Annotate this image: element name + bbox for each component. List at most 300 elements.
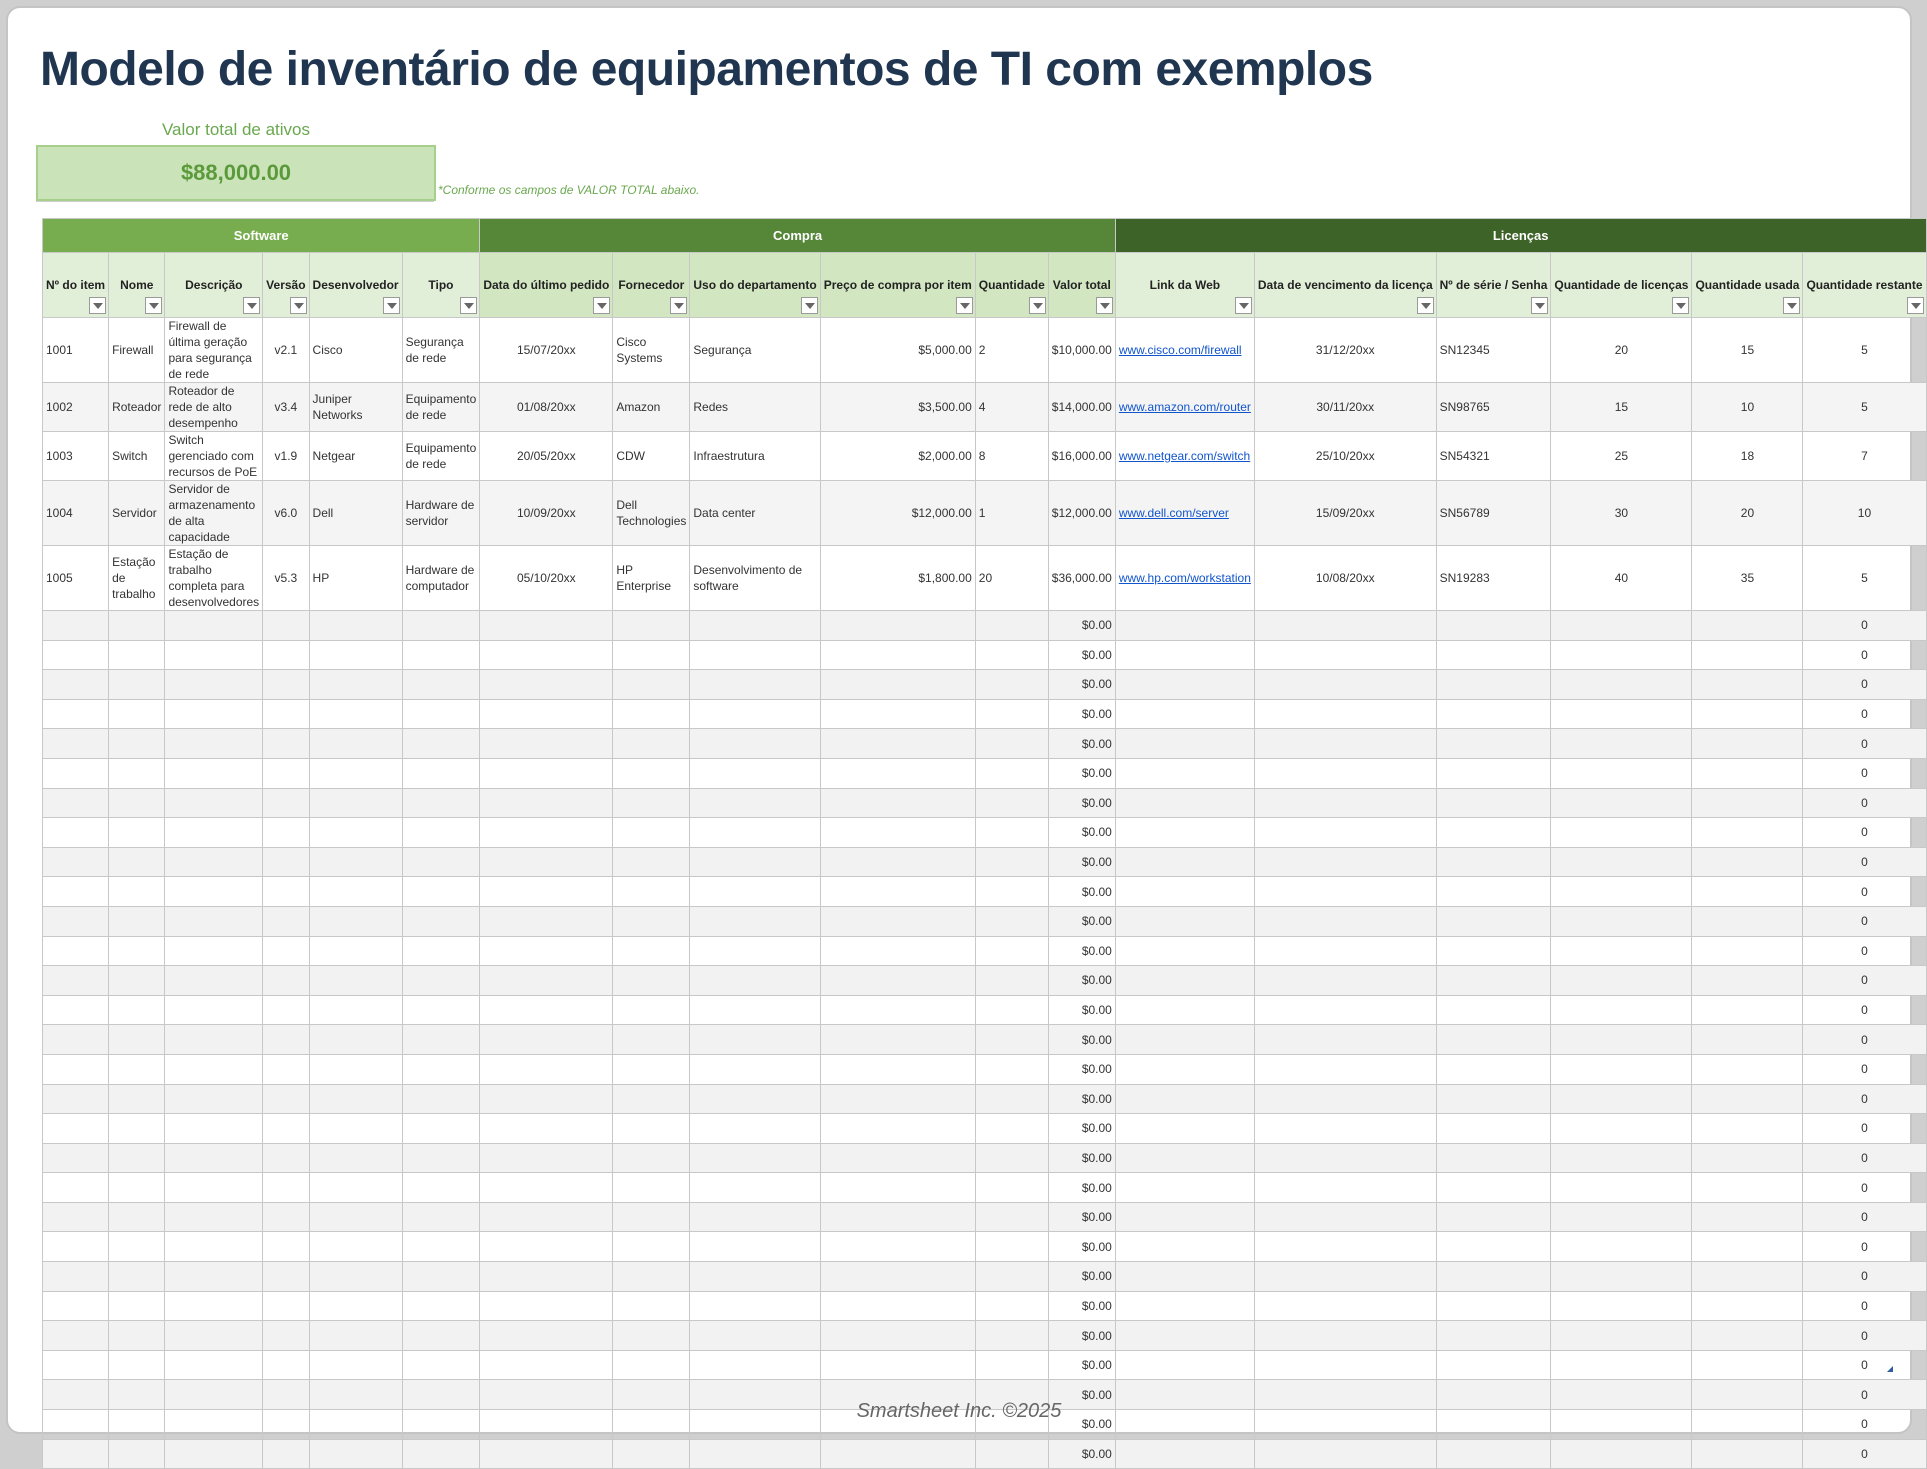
cell-quantidade[interactable] [975, 847, 1048, 877]
cell-versao[interactable] [263, 1202, 309, 1232]
cell-qtd-restante[interactable]: 0 [1803, 670, 1926, 700]
cell-qtd-restante[interactable]: 10 [1803, 481, 1926, 546]
cell-nome[interactable] [109, 699, 165, 729]
cell-vencimento[interactable]: 30/11/20xx [1254, 383, 1436, 432]
filter-dropdown-icon[interactable] [89, 297, 106, 314]
cell-serie[interactable] [1436, 758, 1551, 788]
cell-tipo[interactable] [402, 1143, 480, 1173]
cell-serie[interactable] [1436, 936, 1551, 966]
cell-nome[interactable] [109, 1143, 165, 1173]
cell-qtd-usada[interactable] [1692, 611, 1803, 641]
cell-nome[interactable] [109, 1321, 165, 1351]
cell-descricao[interactable] [165, 1262, 263, 1292]
cell-nome[interactable] [109, 1025, 165, 1055]
cell-fornecedor[interactable]: HP Enterprise [613, 546, 690, 611]
cell-fornecedor[interactable] [613, 906, 690, 936]
cell-descricao[interactable] [165, 1143, 263, 1173]
cell-data-pedido[interactable] [480, 1025, 613, 1055]
cell-desenvolvedor[interactable] [309, 1291, 402, 1321]
cell-link[interactable] [1115, 818, 1254, 848]
cell-descricao[interactable] [165, 966, 263, 996]
cell-item-no[interactable] [43, 936, 109, 966]
cell-serie[interactable]: SN19283 [1436, 546, 1551, 611]
cell-nome[interactable]: Firewall [109, 318, 165, 383]
cell-nome[interactable]: Roteador [109, 383, 165, 432]
cell-qtd-licencas[interactable] [1551, 906, 1692, 936]
cell-versao[interactable] [263, 1025, 309, 1055]
cell-tipo[interactable] [402, 1262, 480, 1292]
web-link[interactable]: www.cisco.com/firewall [1118, 343, 1242, 357]
cell-fornecedor[interactable] [613, 699, 690, 729]
cell-qtd-restante[interactable]: 0 [1803, 906, 1926, 936]
cell-preco[interactable] [820, 1084, 975, 1114]
cell-item-no[interactable] [43, 847, 109, 877]
cell-tipo[interactable] [402, 936, 480, 966]
cell-link[interactable] [1115, 318, 1254, 383]
cell-tipo[interactable]: Equipamento de rede [402, 383, 480, 432]
cell-serie[interactable]: SN54321 [1436, 432, 1551, 481]
cell-valor-total[interactable]: $0.00 [1048, 966, 1115, 996]
cell-item-no[interactable] [43, 1202, 109, 1232]
cell-versao[interactable] [263, 1321, 309, 1351]
filter-dropdown-icon[interactable] [290, 297, 307, 314]
cell-versao[interactable] [263, 1143, 309, 1173]
cell-preco[interactable] [820, 1025, 975, 1055]
cell-link[interactable] [1115, 699, 1254, 729]
cell-preco[interactable] [820, 966, 975, 996]
cell-vencimento[interactable] [1254, 1291, 1436, 1321]
cell-serie[interactable] [1436, 640, 1551, 670]
cell-preco[interactable] [820, 1232, 975, 1262]
cell-serie[interactable] [1436, 818, 1551, 848]
cell-serie[interactable]: SN56789 [1436, 481, 1551, 546]
cell-qtd-licencas[interactable] [1551, 1232, 1692, 1262]
cell-data-pedido[interactable] [480, 1054, 613, 1084]
cell-valor-total[interactable]: $0.00 [1048, 1410, 1115, 1440]
cell-qtd-restante[interactable]: 0 [1803, 818, 1926, 848]
cell-qtd-licencas[interactable] [1551, 1202, 1692, 1232]
cell-data-pedido[interactable] [480, 1202, 613, 1232]
cell-desenvolvedor[interactable] [309, 906, 402, 936]
cell-preco[interactable] [820, 906, 975, 936]
cell-desenvolvedor[interactable]: Dell [309, 481, 402, 546]
cell-qtd-licencas[interactable] [1551, 1262, 1692, 1292]
cell-quantidade[interactable] [975, 818, 1048, 848]
cell-qtd-restante[interactable]: 0 [1803, 1202, 1926, 1232]
cell-nome[interactable] [109, 995, 165, 1025]
cell-preco[interactable] [820, 699, 975, 729]
cell-desenvolvedor[interactable]: HP [309, 546, 402, 611]
cell-qtd-licencas[interactable]: 15 [1551, 383, 1692, 432]
cell-data-pedido[interactable] [480, 1321, 613, 1351]
cell-preco[interactable] [820, 936, 975, 966]
cell-link[interactable] [1115, 670, 1254, 700]
cell-qtd-licencas[interactable] [1551, 1350, 1692, 1380]
cell-vencimento[interactable]: 10/08/20xx [1254, 546, 1436, 611]
cell-desenvolvedor[interactable] [309, 1173, 402, 1203]
cell-descricao[interactable] [165, 818, 263, 848]
cell-qtd-usada[interactable] [1692, 1025, 1803, 1055]
cell-qtd-usada[interactable] [1692, 877, 1803, 907]
cell-serie[interactable] [1436, 966, 1551, 996]
cell-tipo[interactable] [402, 1025, 480, 1055]
cell-valor-total[interactable]: $0.00 [1048, 1262, 1115, 1292]
filter-dropdown-icon[interactable] [1672, 297, 1689, 314]
cell-link[interactable] [1115, 788, 1254, 818]
cell-descricao[interactable] [165, 611, 263, 641]
cell-qtd-restante[interactable]: 0 [1803, 1291, 1926, 1321]
cell-data-pedido[interactable] [480, 906, 613, 936]
cell-qtd-usada[interactable] [1692, 788, 1803, 818]
cell-preco[interactable] [820, 1054, 975, 1084]
cell-valor-total[interactable]: $0.00 [1048, 1291, 1115, 1321]
filter-dropdown-icon[interactable] [1029, 297, 1046, 314]
cell-item-no[interactable] [43, 906, 109, 936]
cell-link[interactable] [1115, 1025, 1254, 1055]
cell-desenvolvedor[interactable] [309, 1321, 402, 1351]
cell-valor-total[interactable]: $0.00 [1048, 877, 1115, 907]
cell-desenvolvedor[interactable]: Cisco [309, 318, 402, 383]
cell-nome[interactable] [109, 1262, 165, 1292]
cell-desenvolvedor[interactable] [309, 966, 402, 996]
cell-tipo[interactable]: Hardware de servidor [402, 481, 480, 546]
cell-serie[interactable] [1436, 1054, 1551, 1084]
filter-dropdown-icon[interactable] [1531, 297, 1548, 314]
cell-descricao[interactable] [165, 1084, 263, 1114]
cell-quantidade[interactable] [975, 936, 1048, 966]
cell-qtd-usada[interactable] [1692, 640, 1803, 670]
cell-tipo[interactable] [402, 758, 480, 788]
cell-valor-total[interactable]: $0.00 [1048, 1439, 1115, 1469]
cell-tipo[interactable] [402, 995, 480, 1025]
cell-qtd-usada[interactable] [1692, 1173, 1803, 1203]
filter-dropdown-icon[interactable] [145, 297, 162, 314]
cell-tipo[interactable] [402, 1291, 480, 1321]
cell-data-pedido[interactable]: 15/07/20xx [480, 318, 613, 383]
cell-valor-total[interactable]: $0.00 [1048, 1114, 1115, 1144]
cell-vencimento[interactable] [1254, 1232, 1436, 1262]
cell-qtd-licencas[interactable] [1551, 1054, 1692, 1084]
cell-nome[interactable] [109, 1054, 165, 1084]
cell-vencimento[interactable] [1254, 670, 1436, 700]
cell-quantidade[interactable] [975, 1321, 1048, 1351]
cell-serie[interactable] [1436, 847, 1551, 877]
cell-qtd-restante[interactable]: 0 [1803, 758, 1926, 788]
cell-vencimento[interactable]: 25/10/20xx [1254, 432, 1436, 481]
cell-data-pedido[interactable] [480, 729, 613, 759]
cell-descricao[interactable] [165, 995, 263, 1025]
cell-serie[interactable] [1436, 1321, 1551, 1351]
cell-item-no[interactable] [43, 1143, 109, 1173]
cell-nome[interactable]: Estação de trabalho [109, 546, 165, 611]
cell-preco[interactable] [820, 1291, 975, 1321]
cell-preco[interactable] [820, 847, 975, 877]
cell-qtd-usada[interactable] [1692, 966, 1803, 996]
cell-preco[interactable] [820, 1202, 975, 1232]
cell-tipo[interactable] [402, 640, 480, 670]
cell-descricao[interactable] [165, 1025, 263, 1055]
cell-quantidade[interactable]: 2 [975, 318, 1048, 383]
cell-valor-total[interactable]: $0.00 [1048, 1202, 1115, 1232]
cell-fornecedor[interactable] [613, 1054, 690, 1084]
cell-uso-departamento[interactable] [690, 699, 820, 729]
cell-valor-total[interactable]: $0.00 [1048, 818, 1115, 848]
cell-desenvolvedor[interactable] [309, 758, 402, 788]
cell-preco[interactable] [820, 1173, 975, 1203]
cell-qtd-restante[interactable]: 0 [1803, 1173, 1926, 1203]
cell-serie[interactable] [1436, 1114, 1551, 1144]
cell-qtd-restante[interactable]: 0 [1803, 1143, 1926, 1173]
cell-item-no[interactable] [43, 670, 109, 700]
cell-nome[interactable]: Servidor [109, 481, 165, 546]
cell-descricao[interactable] [165, 1202, 263, 1232]
cell-versao[interactable] [263, 729, 309, 759]
cell-qtd-licencas[interactable]: 25 [1551, 432, 1692, 481]
cell-uso-departamento[interactable] [690, 847, 820, 877]
cell-qtd-licencas[interactable] [1551, 1143, 1692, 1173]
cell-descricao[interactable]: Roteador de rede de alto desempenho [165, 383, 263, 432]
cell-link[interactable] [1115, 640, 1254, 670]
cell-serie[interactable] [1436, 611, 1551, 641]
cell-link[interactable] [1115, 1439, 1254, 1469]
cell-uso-departamento[interactable] [690, 1350, 820, 1380]
cell-uso-departamento[interactable]: Data center [690, 481, 820, 546]
cell-versao[interactable] [263, 758, 309, 788]
cell-qtd-usada[interactable] [1692, 847, 1803, 877]
cell-fornecedor[interactable] [613, 1232, 690, 1262]
cell-quantidade[interactable] [975, 699, 1048, 729]
cell-nome[interactable] [109, 1114, 165, 1144]
cell-tipo[interactable] [402, 818, 480, 848]
cell-qtd-licencas[interactable] [1551, 877, 1692, 907]
cell-nome[interactable] [109, 1202, 165, 1232]
cell-item-no[interactable] [43, 1291, 109, 1321]
cell-vencimento[interactable] [1254, 611, 1436, 641]
cell-nome[interactable] [109, 640, 165, 670]
cell-qtd-usada[interactable] [1692, 1202, 1803, 1232]
cell-fornecedor[interactable] [613, 788, 690, 818]
cell-qtd-restante[interactable]: 0 [1803, 788, 1926, 818]
filter-dropdown-icon[interactable] [460, 297, 477, 314]
cell-fornecedor[interactable] [613, 1143, 690, 1173]
cell-serie[interactable] [1436, 1084, 1551, 1114]
cell-data-pedido[interactable] [480, 788, 613, 818]
cell-fornecedor[interactable]: Cisco Systems [613, 318, 690, 383]
cell-uso-departamento[interactable] [690, 818, 820, 848]
cell-link[interactable] [1115, 995, 1254, 1025]
cell-serie[interactable]: SN98765 [1436, 383, 1551, 432]
cell-desenvolvedor[interactable] [309, 699, 402, 729]
cell-item-no[interactable] [43, 1232, 109, 1262]
cell-versao[interactable] [263, 906, 309, 936]
cell-vencimento[interactable] [1254, 966, 1436, 996]
cell-tipo[interactable] [402, 670, 480, 700]
cell-tipo[interactable] [402, 1439, 480, 1469]
cell-link[interactable] [1115, 611, 1254, 641]
cell-data-pedido[interactable] [480, 1291, 613, 1321]
cell-valor-total[interactable]: $0.00 [1048, 1143, 1115, 1173]
cell-fornecedor[interactable] [613, 877, 690, 907]
cell-data-pedido[interactable] [480, 966, 613, 996]
cell-serie[interactable] [1436, 1262, 1551, 1292]
filter-dropdown-icon[interactable] [1096, 297, 1113, 314]
cell-link[interactable] [1115, 966, 1254, 996]
cell-link[interactable] [1115, 729, 1254, 759]
cell-uso-departamento[interactable] [690, 640, 820, 670]
cell-desenvolvedor[interactable] [309, 818, 402, 848]
filter-dropdown-icon[interactable] [801, 297, 818, 314]
cell-link[interactable] [1115, 936, 1254, 966]
cell-preco[interactable] [820, 640, 975, 670]
cell-desenvolvedor[interactable] [309, 670, 402, 700]
cell-nome[interactable] [109, 758, 165, 788]
cell-tipo[interactable] [402, 1084, 480, 1114]
cell-valor-total[interactable]: $0.00 [1048, 1084, 1115, 1114]
cell-nome[interactable] [109, 788, 165, 818]
cell-versao[interactable] [263, 1173, 309, 1203]
cell-data-pedido[interactable]: 20/05/20xx [480, 432, 613, 481]
cell-item-no[interactable] [43, 966, 109, 996]
cell-quantidade[interactable] [975, 1054, 1048, 1084]
cell-link[interactable] [1115, 1262, 1254, 1292]
cell-desenvolvedor[interactable] [309, 1350, 402, 1380]
cell-fornecedor[interactable] [613, 995, 690, 1025]
cell-qtd-usada[interactable]: 20 [1692, 481, 1803, 546]
cell-qtd-usada[interactable] [1692, 1232, 1803, 1262]
cell-qtd-usada[interactable] [1692, 1350, 1803, 1380]
cell-descricao[interactable] [165, 1439, 263, 1469]
cell-fornecedor[interactable] [613, 670, 690, 700]
total-assets-value[interactable]: $88,000.00 [36, 145, 436, 201]
cell-qtd-restante[interactable]: 5 [1803, 546, 1926, 611]
cell-quantidade[interactable] [975, 1202, 1048, 1232]
cell-vencimento[interactable] [1254, 818, 1436, 848]
cell-fornecedor[interactable] [613, 1262, 690, 1292]
cell-quantidade[interactable]: 20 [975, 546, 1048, 611]
cell-qtd-usada[interactable] [1692, 1439, 1803, 1469]
cell-qtd-usada[interactable] [1692, 1054, 1803, 1084]
cell-fornecedor[interactable] [613, 611, 690, 641]
cell-desenvolvedor[interactable] [309, 1054, 402, 1084]
cell-vencimento[interactable] [1254, 877, 1436, 907]
cell-valor-total[interactable]: $36,000.00 [1048, 546, 1115, 611]
cell-nome[interactable] [109, 847, 165, 877]
cell-vencimento[interactable] [1254, 729, 1436, 759]
cell-qtd-usada[interactable] [1692, 1143, 1803, 1173]
cell-serie[interactable] [1436, 699, 1551, 729]
cell-serie[interactable] [1436, 1439, 1551, 1469]
cell-vencimento[interactable] [1254, 1439, 1436, 1469]
cell-data-pedido[interactable] [480, 1143, 613, 1173]
cell-preco[interactable] [820, 1262, 975, 1292]
cell-preco[interactable] [820, 729, 975, 759]
cell-versao[interactable] [263, 1114, 309, 1144]
cell-valor-total[interactable]: $16,000.00 [1048, 432, 1115, 481]
cell-item-no[interactable] [43, 640, 109, 670]
cell-qtd-usada[interactable] [1692, 906, 1803, 936]
cell-valor-total[interactable]: $0.00 [1048, 729, 1115, 759]
cell-item-no[interactable] [43, 788, 109, 818]
cell-valor-total[interactable]: $0.00 [1048, 1173, 1115, 1203]
cell-qtd-restante[interactable]: 0 [1803, 995, 1926, 1025]
cell-desenvolvedor[interactable] [309, 611, 402, 641]
cell-qtd-licencas[interactable] [1551, 699, 1692, 729]
filter-dropdown-icon[interactable] [956, 297, 973, 314]
cell-tipo[interactable] [402, 729, 480, 759]
cell-qtd-licencas[interactable] [1551, 1439, 1692, 1469]
cell-vencimento[interactable] [1254, 1173, 1436, 1203]
cell-preco[interactable]: $1,800.00 [820, 546, 975, 611]
cell-uso-departamento[interactable] [690, 995, 820, 1025]
cell-quantidade[interactable] [975, 1291, 1048, 1321]
cell-serie[interactable] [1436, 729, 1551, 759]
cell-quantidade[interactable] [975, 1025, 1048, 1055]
cell-vencimento[interactable] [1254, 758, 1436, 788]
cell-uso-departamento[interactable] [690, 1025, 820, 1055]
cell-link[interactable] [1115, 481, 1254, 546]
cell-qtd-restante[interactable]: 0 [1803, 1380, 1926, 1410]
web-link[interactable]: www.netgear.com/switch [1118, 449, 1251, 463]
cell-qtd-licencas[interactable] [1551, 936, 1692, 966]
filter-dropdown-icon[interactable] [1907, 297, 1924, 314]
cell-versao[interactable] [263, 936, 309, 966]
cell-qtd-licencas[interactable] [1551, 640, 1692, 670]
cell-versao[interactable]: v3.4 [263, 383, 309, 432]
cell-data-pedido[interactable] [480, 1114, 613, 1144]
cell-fornecedor[interactable] [613, 818, 690, 848]
cell-vencimento[interactable] [1254, 847, 1436, 877]
cell-data-pedido[interactable] [480, 670, 613, 700]
cell-tipo[interactable] [402, 877, 480, 907]
cell-qtd-restante[interactable]: 0 [1803, 1262, 1926, 1292]
cell-serie[interactable] [1436, 877, 1551, 907]
cell-serie[interactable] [1436, 1025, 1551, 1055]
cell-desenvolvedor[interactable] [309, 1232, 402, 1262]
cell-item-no[interactable] [43, 1262, 109, 1292]
cell-quantidade[interactable] [975, 670, 1048, 700]
cell-qtd-licencas[interactable] [1551, 966, 1692, 996]
web-link[interactable]: www.amazon.com/router [1118, 400, 1251, 414]
cell-fornecedor[interactable] [613, 1321, 690, 1351]
cell-descricao[interactable]: Switch gerenciado com recursos de PoE [165, 432, 263, 481]
cell-vencimento[interactable] [1254, 1114, 1436, 1144]
cell-versao[interactable] [263, 611, 309, 641]
cell-valor-total[interactable]: $0.00 [1048, 1054, 1115, 1084]
cell-quantidade[interactable] [975, 640, 1048, 670]
cell-item-no[interactable]: 1003 [43, 432, 109, 481]
cell-serie[interactable] [1436, 1291, 1551, 1321]
filter-dropdown-icon[interactable] [383, 297, 400, 314]
cell-fornecedor[interactable] [613, 1202, 690, 1232]
cell-quantidade[interactable] [975, 1173, 1048, 1203]
cell-item-no[interactable] [43, 758, 109, 788]
cell-link[interactable] [1115, 1114, 1254, 1144]
cell-valor-total[interactable]: $12,000.00 [1048, 481, 1115, 546]
filter-dropdown-icon[interactable] [1235, 297, 1252, 314]
cell-descricao[interactable] [165, 788, 263, 818]
cell-qtd-restante[interactable]: 0 [1803, 1084, 1926, 1114]
cell-valor-total[interactable]: $0.00 [1048, 906, 1115, 936]
cell-data-pedido[interactable] [480, 818, 613, 848]
cell-qtd-restante[interactable]: 5 [1803, 383, 1926, 432]
cell-versao[interactable] [263, 995, 309, 1025]
cell-uso-departamento[interactable] [690, 670, 820, 700]
cell-fornecedor[interactable] [613, 936, 690, 966]
cell-qtd-restante[interactable]: 0 [1803, 1025, 1926, 1055]
cell-qtd-licencas[interactable] [1551, 818, 1692, 848]
cell-qtd-restante[interactable]: 0 [1803, 877, 1926, 907]
cell-tipo[interactable]: Hardware de computador [402, 546, 480, 611]
